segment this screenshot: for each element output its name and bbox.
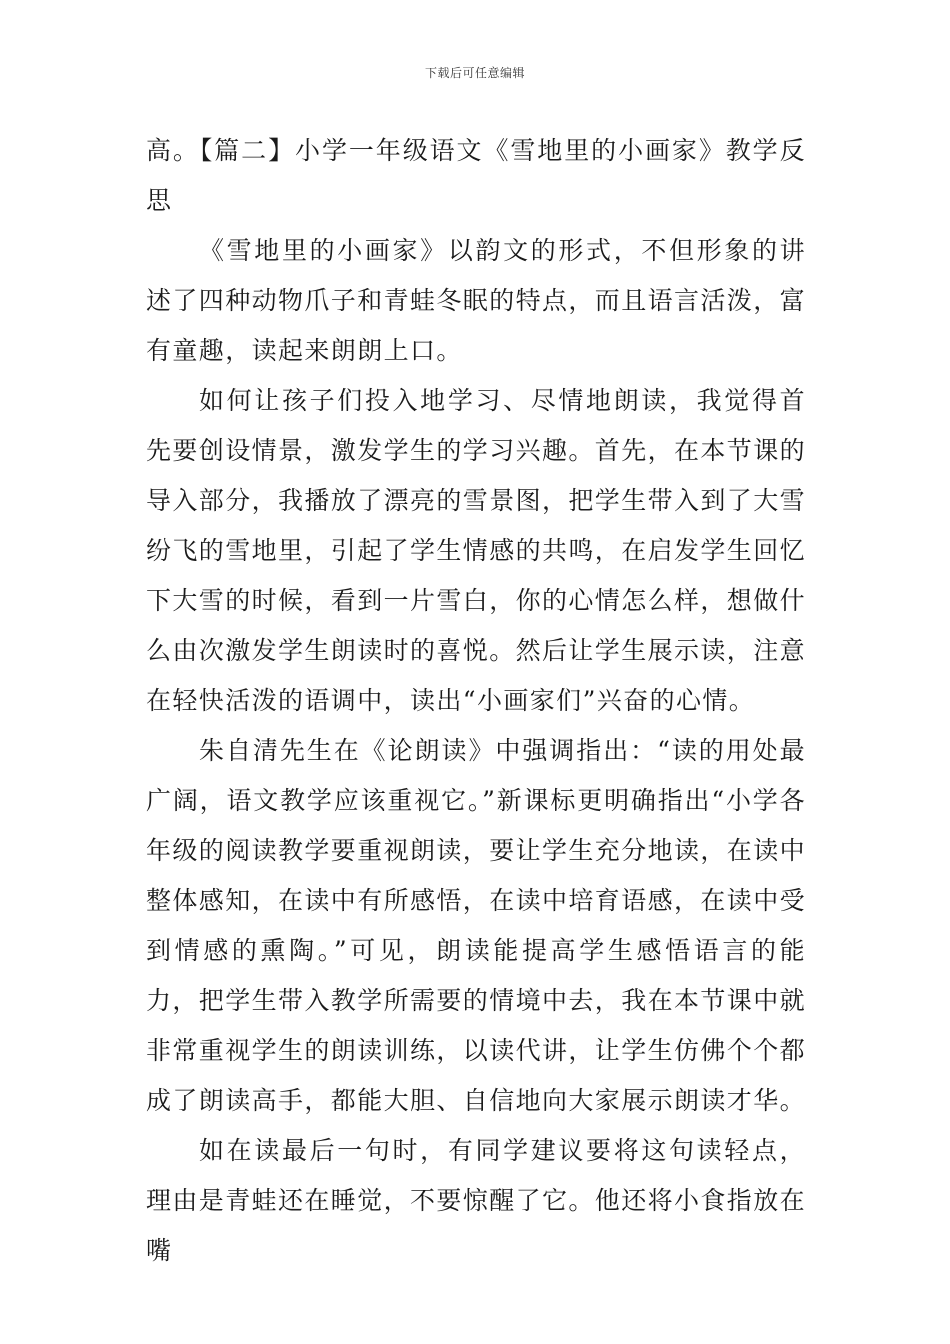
document-body [146,126,806,1276]
paragraph: 朱自清先生在《论朗读》中强调指出：“读的用处最广阔，语文教学应该重视它。”新课标更明确指出“小学各年级的阅读教学要重视朗读，要让学生充分地读，在读中整体感知，在读中有所感悟，在读中培育语感，在读中受到情感的熏陶。”可见，朗读能提高学生感悟语言的能力，把学生带入教学所需要的情境中去，我在本节课中就非常重视学生的朗读训练，以读代讲，让学生仿佛个个都成了朗读高手，都能大胆、自信地向大家展示朗读才华。 [146,736,807,1115]
paragraph-continuation-and-title: 高。【篇二】小学一年级语文《雪地里的小画家》教学反思 [146,136,806,215]
paragraph: 如何让孩子们投入地学习、尽情地朗读，我觉得首先要创设情景，激发学生的学习兴趣。首先，在本节课的导入部分，我播放了漂亮的雪景图，把学生带入到了大雪纷飞的雪地里，引起了学生情感的共鸣，在启发学生回忆下大雪的时候，看到一片雪白，你的心情怎么样，想做什么由次激发学生朗读时的喜悦。然后让学生展示读，注意在轻快活泼的语调中，读出“小画家们”兴奋的心情。 [146,386,807,715]
page-header: 下载后可任意编辑 [424,66,525,80]
paragraph: 如在读最后一句时，有同学建议要将这句读轻点，理由是青蛙还在睡觉，不要惊醒了它。他还将小食指放在嘴 [146,1136,807,1265]
paragraph: 《雪地里的小画家》以韵文的形式，不但形象的讲述了四种动物爪子和青蛙冬眠的特点，而且语言活泼，富有童趣，读起来朗朗上口。 [146,236,807,365]
